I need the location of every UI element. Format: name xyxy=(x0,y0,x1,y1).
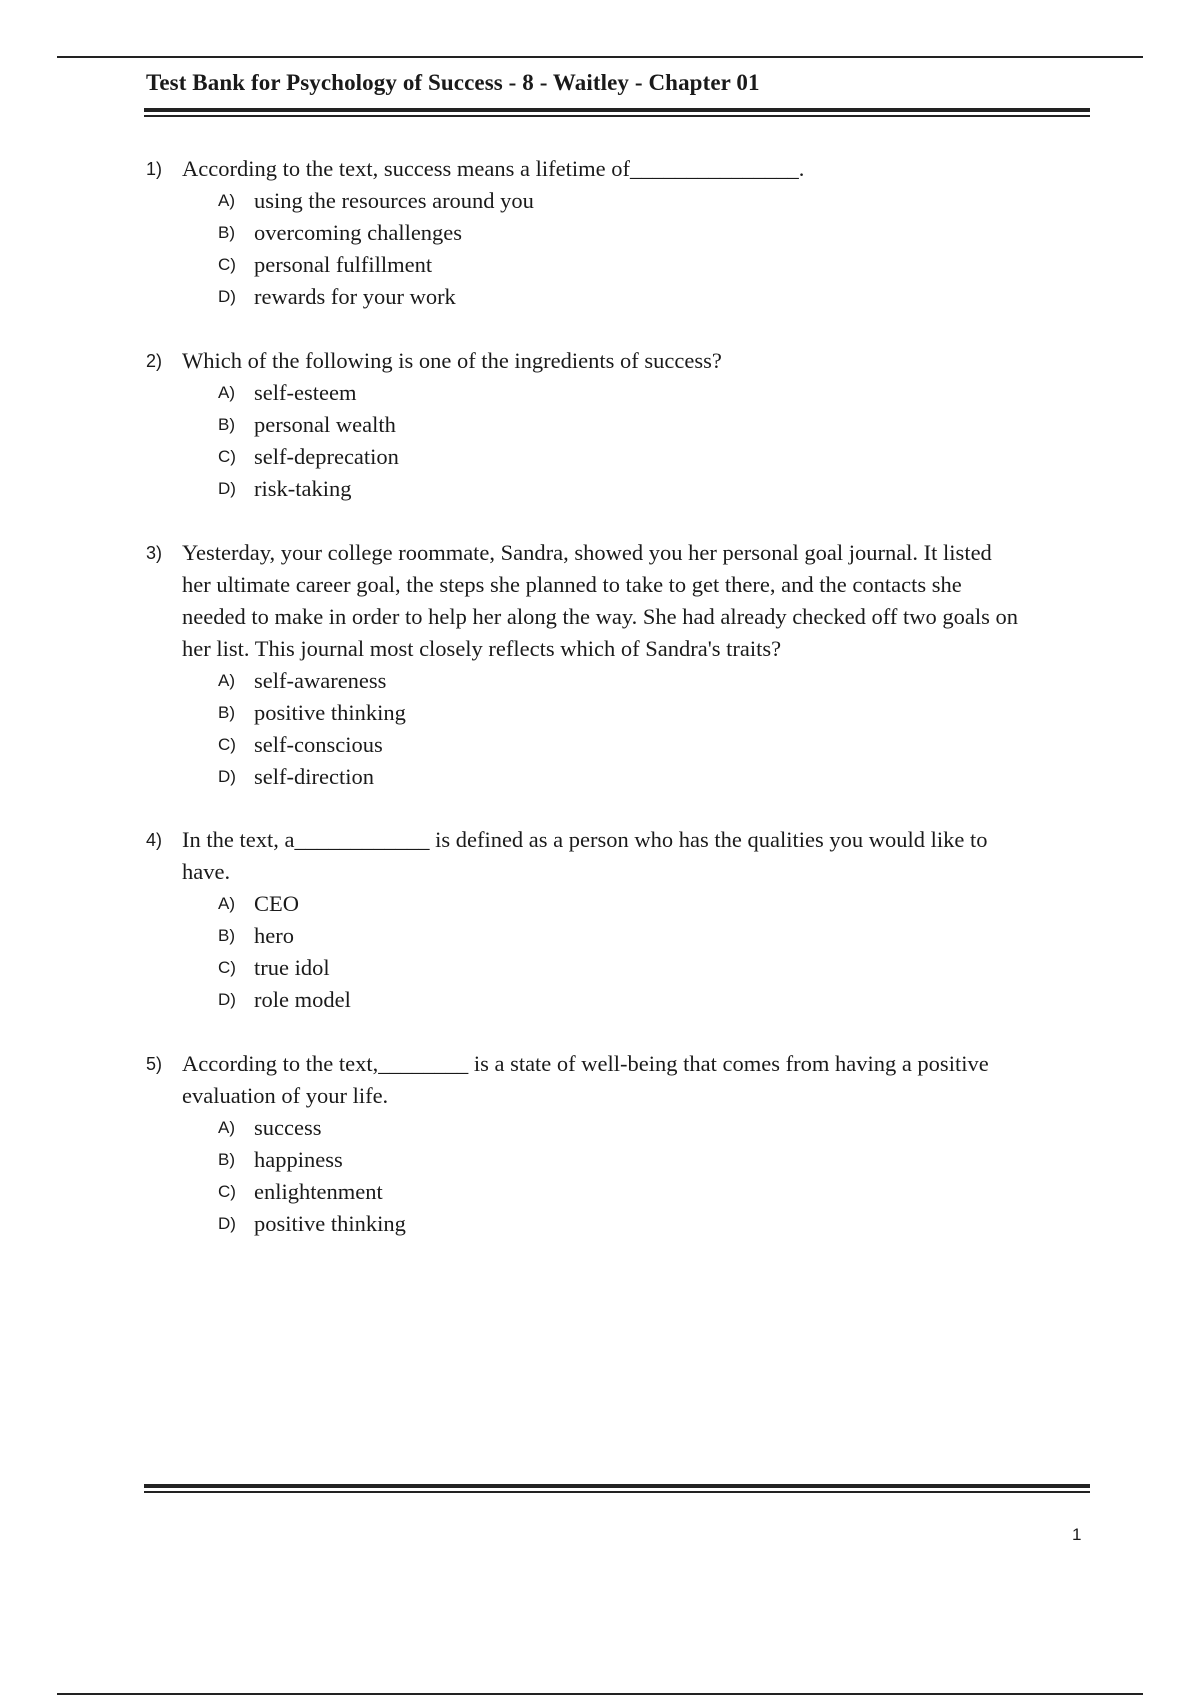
answer-option xyxy=(146,1208,1096,1240)
option-letter: B) xyxy=(218,703,235,722)
option-letter: C) xyxy=(218,447,236,466)
question-text: have. xyxy=(182,859,231,884)
question-text: Which of the following is one of the ingredients of success? xyxy=(182,348,722,373)
option-letter: B) xyxy=(218,415,235,434)
option-letter: D) xyxy=(218,767,236,786)
option-text: enlightenment xyxy=(254,1179,383,1204)
option-letter: A) xyxy=(218,383,235,402)
answer-option xyxy=(146,377,1096,409)
answer-option xyxy=(146,729,1096,761)
question-text: her ultimate career goal, the steps she planned to take to get there, and the contacts she xyxy=(182,572,962,597)
option-letter: D) xyxy=(218,1214,236,1233)
option-letter: C) xyxy=(218,735,236,754)
option-text: using the resources around you xyxy=(254,188,534,213)
option-text: role model xyxy=(254,987,351,1012)
question-2 xyxy=(146,345,1096,505)
page-top-rule xyxy=(57,56,1143,58)
answer-option xyxy=(146,1144,1096,1176)
question-text: evaluation of your life. xyxy=(182,1083,389,1108)
question-4 xyxy=(146,824,1096,1016)
question-number: 5) xyxy=(146,1054,163,1074)
question-number: 2) xyxy=(146,351,163,371)
question-5 xyxy=(146,1048,1096,1240)
option-letter: D) xyxy=(218,479,236,498)
question-number: 4) xyxy=(146,830,163,850)
option-text: positive thinking xyxy=(254,700,406,725)
question-text: Yesterday, your college roommate, Sandra, showed you her personal goal journal. It listed xyxy=(182,540,992,565)
answer-option xyxy=(146,1176,1096,1208)
option-text: CEO xyxy=(254,891,299,916)
option-text: self-awareness xyxy=(254,668,387,693)
question-1 xyxy=(146,153,1096,313)
option-letter: C) xyxy=(218,255,236,274)
option-letter: C) xyxy=(218,958,236,977)
question-text: According to the text, success means a lifetime of_______________. xyxy=(182,156,805,181)
option-letter: A) xyxy=(218,1118,235,1137)
option-letter: D) xyxy=(218,287,236,306)
answer-option xyxy=(146,441,1096,473)
question-text: her list. This journal most closely reflects which of Sandra's traits? xyxy=(182,636,782,661)
option-text: personal wealth xyxy=(254,412,396,437)
option-letter: A) xyxy=(218,894,235,913)
answer-option xyxy=(146,473,1096,505)
answer-option xyxy=(146,249,1096,281)
answer-option xyxy=(146,665,1096,697)
option-text: self-conscious xyxy=(254,732,383,757)
header-double-rule xyxy=(144,108,1090,118)
question-number: 3) xyxy=(146,543,163,563)
answer-option xyxy=(146,984,1096,1016)
option-letter: D) xyxy=(218,990,236,1009)
option-letter: A) xyxy=(218,191,235,210)
answer-option xyxy=(146,888,1096,920)
answer-option xyxy=(146,1112,1096,1144)
answer-option xyxy=(146,217,1096,249)
option-text: rewards for your work xyxy=(254,284,456,309)
answer-option xyxy=(146,409,1096,441)
answer-option xyxy=(146,185,1096,217)
option-text: self-esteem xyxy=(254,380,357,405)
option-letter: B) xyxy=(218,223,235,242)
question-text: In the text, a____________ is defined as a person who has the qualities you would like to xyxy=(182,827,988,852)
answer-option xyxy=(146,761,1096,793)
option-text: happiness xyxy=(254,1147,343,1172)
option-letter: B) xyxy=(218,1150,235,1169)
option-text: self-deprecation xyxy=(254,444,399,469)
document-title: Test Bank for Psychology of Success - 8 - Waitley - Chapter 01 xyxy=(146,70,760,95)
option-text: risk-taking xyxy=(254,476,352,501)
option-text: self-direction xyxy=(254,764,374,789)
option-letter: A) xyxy=(218,671,235,690)
option-letter: C) xyxy=(218,1182,236,1201)
option-text: overcoming challenges xyxy=(254,220,463,245)
option-text: personal fulfillment xyxy=(254,252,433,277)
question-3 xyxy=(146,537,1096,793)
option-text: positive thinking xyxy=(254,1211,406,1236)
option-text: hero xyxy=(254,923,294,948)
answer-option xyxy=(146,952,1096,984)
question-text: needed to make in order to help her along the way. She had already checked off two goals on xyxy=(182,604,1018,629)
footer-double-rule xyxy=(144,1484,1090,1494)
page-bottom-rule xyxy=(57,1693,1143,1695)
question-text: According to the text,________ is a state of well-being that comes from having a positive xyxy=(182,1051,989,1076)
answer-option xyxy=(146,281,1096,313)
option-text: success xyxy=(254,1115,322,1140)
option-text: true idol xyxy=(254,955,330,980)
answer-option xyxy=(146,697,1096,729)
page-number: 1 xyxy=(1072,1525,1082,1544)
question-number: 1) xyxy=(146,159,163,179)
option-letter: B) xyxy=(218,926,235,945)
answer-option xyxy=(146,920,1096,952)
